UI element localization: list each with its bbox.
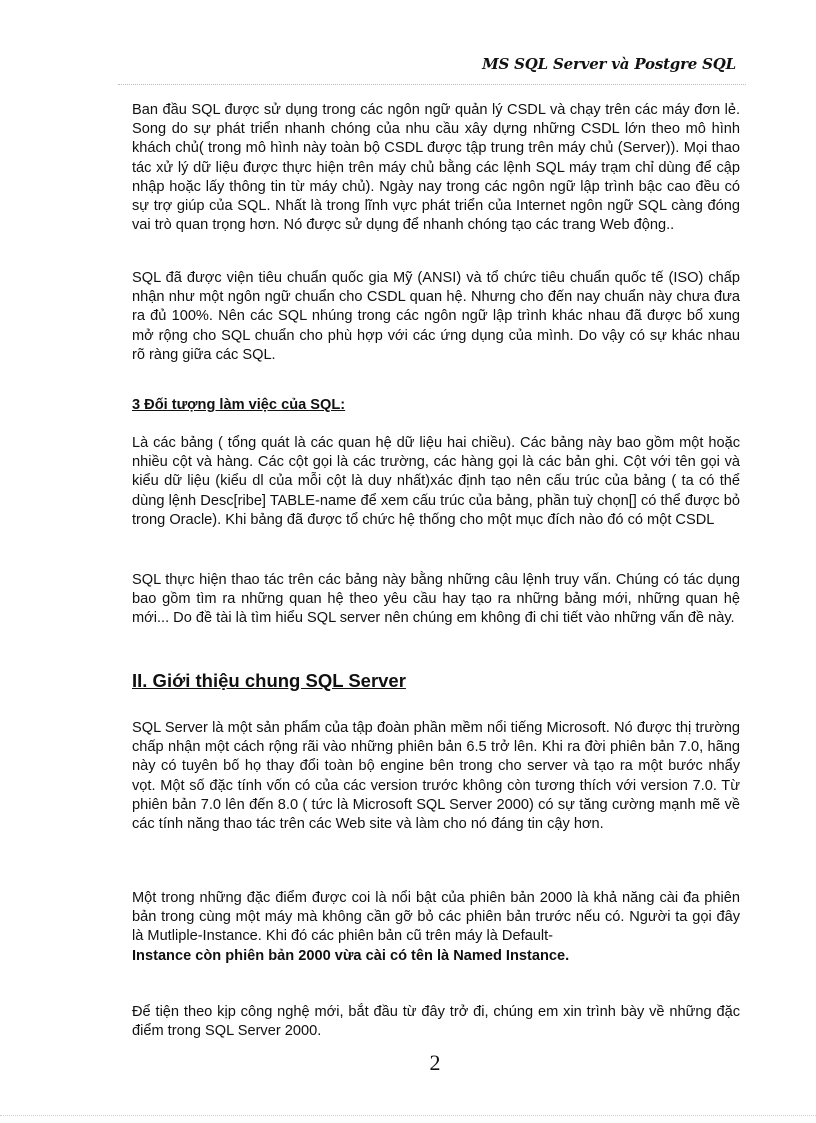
header-divider	[118, 84, 746, 85]
page-number: 2	[429, 1050, 441, 1075]
paragraph-multiple-instance-text: Một trong những đặc điểm được coi là nổi bật của phiên bản 2000 là khả năng cài đa phiên bản trong cùng một máy mà không cần gỡ bỏ các phiên bản trước nếu có. Người ta gọi đây là Mutliple-Instance. Khi đó các phiên bản cũ trên máy là Default-	[132, 890, 740, 945]
running-header: MS SQL Server và Postgre SQL	[482, 55, 736, 73]
paragraph-sql-standards: SQL đã được viện tiêu chuẩn quốc gia Mỹ (ANSI) và tổ chức tiêu chuẩn quốc tế (ISO) chấp nhận như một ngôn ngữ chuẩn cho CSDL quan hệ. Nhưng cho đến nay chuẩn này chưa đưa ra đủ 100%. Nên các SQL nhúng trong các ngôn ngữ lập trình khác nhau đã được bổ xung mở rộng cho SQL chuẩn cho phù hợp với các ứng dụng của mình. Do vậy có sự khác nhau rõ ràng giữa các SQL.	[132, 270, 740, 363]
paragraph-multiple-instance	[132, 889, 740, 966]
section-heading-sql-server-intro: II. Giới thiệu chung SQL Server	[132, 670, 406, 691]
section-heading-sql-objects: 3 Đối tượng làm việc của SQL:	[132, 397, 346, 413]
named-instance-text: Instance còn phiên bản 2000 vừa cài có tên là Named Instance.	[132, 947, 570, 964]
paragraph-sql-server-history: SQL Server là một sản phẩm của tập đoàn phần mềm nổi tiếng Microsoft. Nó được thị trường chấp nhận một cách rộng rãi vào những phiên bản 6.5 trở lên. Khi ra đời phiên bản 7.0, hãng này có tuyên bố họ thay đổi toàn bộ engine bên trong cho server và tạo ra một bước nhẩy vọt. Một số đặc tính vốn có của các version trước không còn tương thích với version 7.0. Từ phiên bản 7.0 lên đến 8.0 ( tức là Microsoft SQL Server 2000) có sự tăng cường mạnh mẽ về các tính năng thao tác trên các Web site và làm cho nó đáng tin cậy hơn.	[132, 720, 740, 833]
footer-divider	[0, 1115, 816, 1116]
paragraph-queries: SQL thực hiện thao tác trên các bảng này bằng những câu lệnh truy vấn. Chúng có tác dụng bao gồm tìm ra những quan hệ theo yêu cầu hay tạo ra những bảng mới, những quan hệ mới... Do đề tài là tìm hiểu SQL server nên chúng em không đi chi tiết vào những vấn đề này.	[132, 572, 740, 627]
paragraph-sql-origins: Ban đầu SQL được sử dụng trong các ngôn ngữ quản lý CSDL và chạy trên các máy đơn lẻ. Song do sự phát triển nhanh chóng của nhu cầu xây dựng những CSDL lớn theo mô hình khách chủ( trong mô hình này toàn bộ CSDL được tập trung trên máy chủ (Server)). Mọi thao tác xử lý dữ liệu được thực hiện trên máy chủ bằng các lệnh SQL máy trạm chỉ dùng để cập nhập hoặc lấy thông tin từ máy chủ). Ngày nay trong các ngôn ngữ lập trình bậc cao đều có sự trợ giúp của SQL. Nhất là trong lĩnh vực phát triển của Internet ngôn ngữ SQL càng đóng vai trò quan trọng hơn. Nó được sử dụng để nhanh chóng tạo các trang Web động..	[132, 102, 740, 234]
paragraph-tables: Là các bảng ( tổng quát là các quan hệ dữ liệu hai chiều). Các bảng này bao gồm một hoặc nhiều cột và hàng. Các cột gọi là các trường, các hàng gọi là các bản ghi. Cột với tên gọi và kiểu dữ liệu (kiểu dl của mỗi cột là duy nhất)xác định tạo nên cấu trúc của bảng ( ta có thể dùng lệnh Desc[ribe] TABLE-name để xem cấu trúc của bảng, phần tuỳ chọn[] có thể được bỏ trong Oracle). Khi bảng đã được tổ chức hệ thống cho một mục đích nào đó có một CSDL	[132, 435, 740, 528]
paragraph-closing: Để tiện theo kịp công nghệ mới, bắt đầu từ đây trở đi, chúng em xin trình bày về những đặc điểm trong SQL Server 2000.	[132, 1004, 740, 1040]
